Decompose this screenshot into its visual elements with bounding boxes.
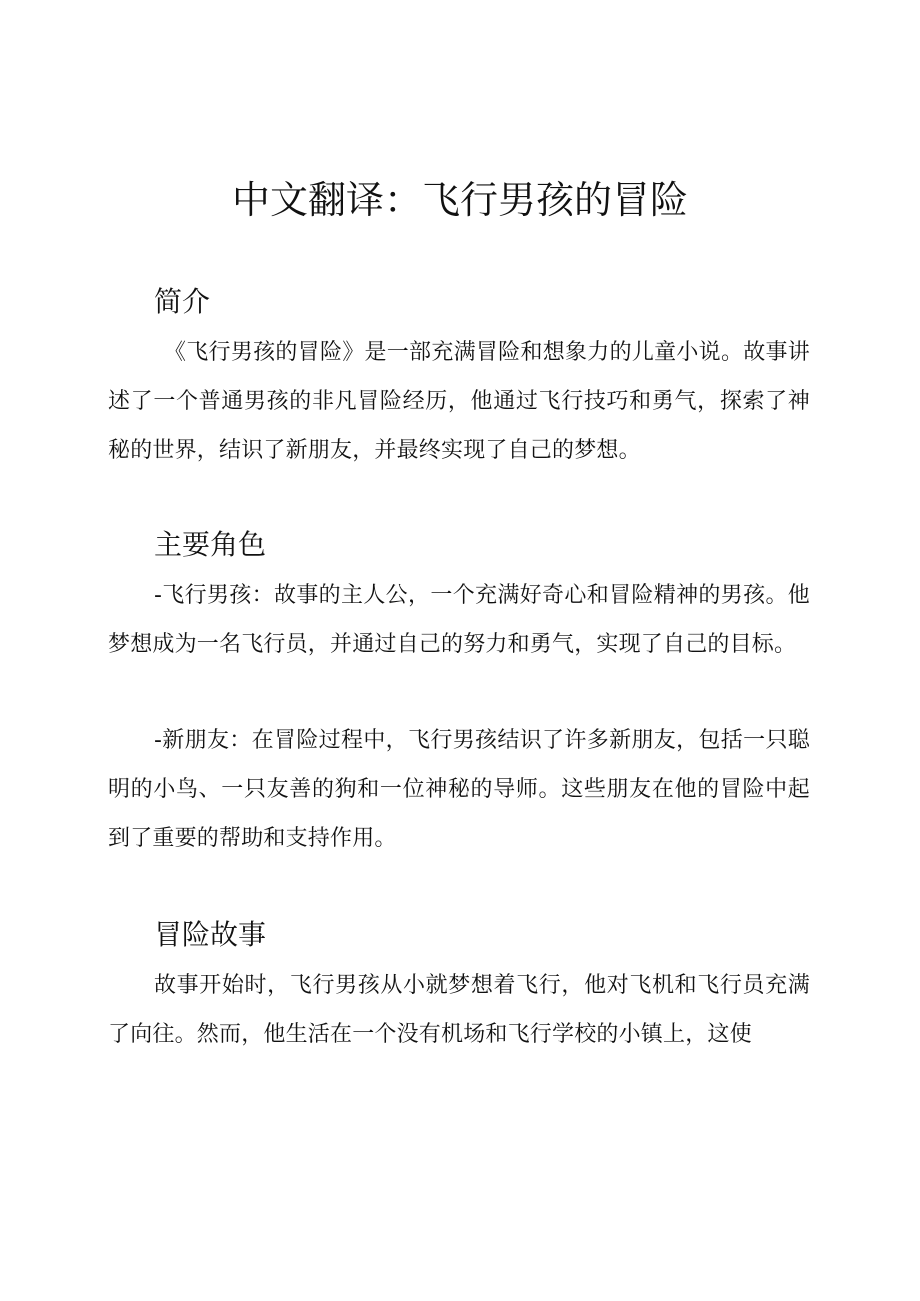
intro-paragraph: 《飞行男孩的冒险》是一部充满冒险和想象力的儿童小说。故事讲述了一个普通男孩的非凡冒险经历，他通过飞行技巧和勇气，探索了神秘的世界，结识了新朋友，并最终实现了自己的梦想。	[108, 340, 810, 463]
character-paragraph-flying-boy: -飞行男孩：故事的主人公，一个充满好奇心和冒险精神的男孩。他梦想成为一名飞行员，并通过自己的努力和勇气，实现了自己的目标。	[108, 583, 810, 657]
section-heading-adventure-story: 冒险故事	[154, 918, 267, 951]
character-paragraph-new-friends: -新朋友：在冒险过程中，飞行男孩结识了许多新朋友，包括一只聪明的小鸟、一只友善的狗和一位神秘的导师。这些朋友在他的冒险中起到了重要的帮助和支持作用。	[108, 728, 810, 851]
page-title: 中文翻译：飞行男孩的冒险	[231, 178, 688, 222]
story-paragraph: 故事开始时，飞行男孩从小就梦想着飞行，他对飞机和飞行员充满了向往。然而，他生活在一个没有机场和飞行学校的小镇上，这使	[108, 973, 810, 1047]
section-heading-main-characters: 主要角色	[154, 528, 267, 561]
section-heading-intro: 简介	[154, 285, 211, 318]
